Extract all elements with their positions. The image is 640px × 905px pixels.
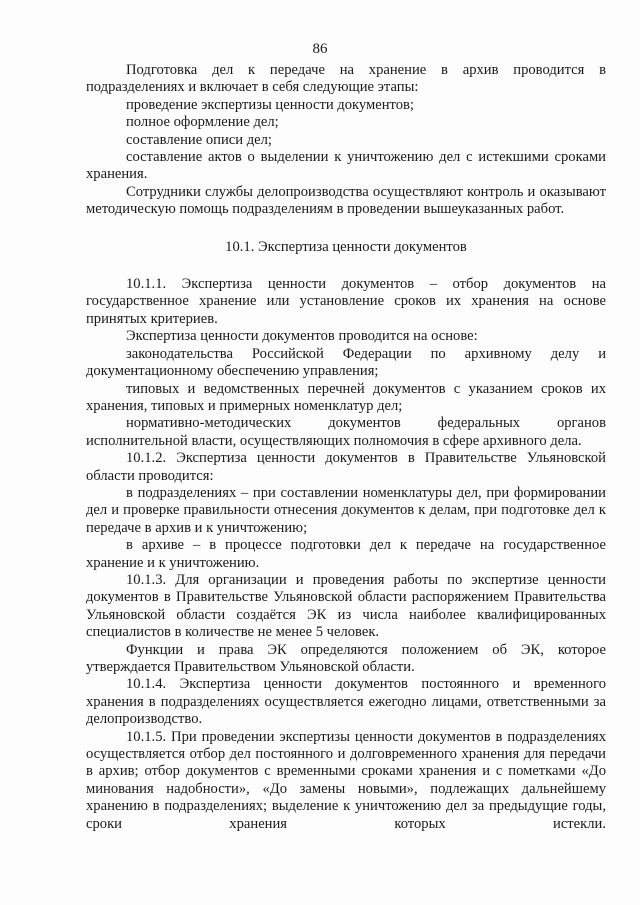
paragraph: Экспертиза ценности документов проводится на основе: (126, 328, 478, 345)
paragraph: 10.1.2. Экспертиза ценности документов в Правительстве Ульяновской области проводится: (86, 450, 606, 484)
list-item: нормативно-методических документов федеральных органов исполнительной власти, осуществляющих полномочия в сфере архивного дела. (86, 415, 606, 449)
paragraph: Подготовка дел к передаче на хранение в архив проводится в подразделениях и включает в себя следующие этапы: (86, 62, 606, 96)
list-item: в архиве – в процессе подготовки дел к передаче на государственное хранение и к уничтожению. (86, 537, 606, 571)
list-item: проведение экспертизы ценности документов; (126, 96, 414, 113)
paragraph: Функции и права ЭК определяются положением об ЭК, которое утверждается Правительством Ульяновской области. (86, 641, 606, 675)
list-item: типовых и ведомственных перечней документов с указанием сроков их хранения, типовых и примерных номенклатур дел; (86, 380, 606, 414)
list-item: законодательства Российской Федерации по архивному делу и документационному обеспечению управления; (86, 345, 606, 380)
page-number: 86 (312, 41, 328, 57)
paragraph: Сотрудники службы делопроизводства осуществляют контроль и оказывают методическую помощь подразделениям в проведении вышеуказанных работ. (86, 183, 606, 218)
list-item: полное оформление дел; (126, 114, 279, 131)
list-item: составление описи дел; (126, 131, 272, 148)
list-item: составление актов о выделении к уничтожению дел с истекшими сроками хранения. (86, 149, 606, 183)
paragraph: 10.1.1. Экспертиза ценности документов – отбор документов на государственное хранение или установление сроков их хранения на основе принятых критериев. (86, 276, 606, 327)
section-heading: 10.1. Экспертиза ценности документов (225, 238, 467, 255)
list-item: в подразделениях – при составлении номенклатуры дел, при формировании дел и проверке правильности отнесения документов к делам, при подготовке дел к передаче в архив и к уничтожению; (86, 484, 606, 536)
document-body (86, 62, 606, 833)
paragraph: 10.1.5. При проведении экспертизы ценности документов в подразделениях осуществляется отбор дел постоянного и долговременного хранения для передачи в архив; отбор документов с временными сроками хранения и с пометками «До минования надобности», «До замены новыми», подлежащих дальнейшему хранению в подразделениях; выделение к уничтожению дел за предыдущие годы, сроки хранения которых истекли. (86, 728, 606, 832)
paragraph: 10.1.3. Для организации и проведения работы по экспертизе ценности документов в Правительстве Ульяновской области распоряжением Правительства Ульяновской области создаётся ЭК из числа наиболее квалифицированных специалистов в количестве не менее 5 человек. (86, 571, 606, 641)
paragraph: 10.1.4. Экспертиза ценности документов постоянного и временного хранения в подразделениях осуществляется ежегодно лицами, ответственными за делопроизводство. (86, 676, 606, 728)
